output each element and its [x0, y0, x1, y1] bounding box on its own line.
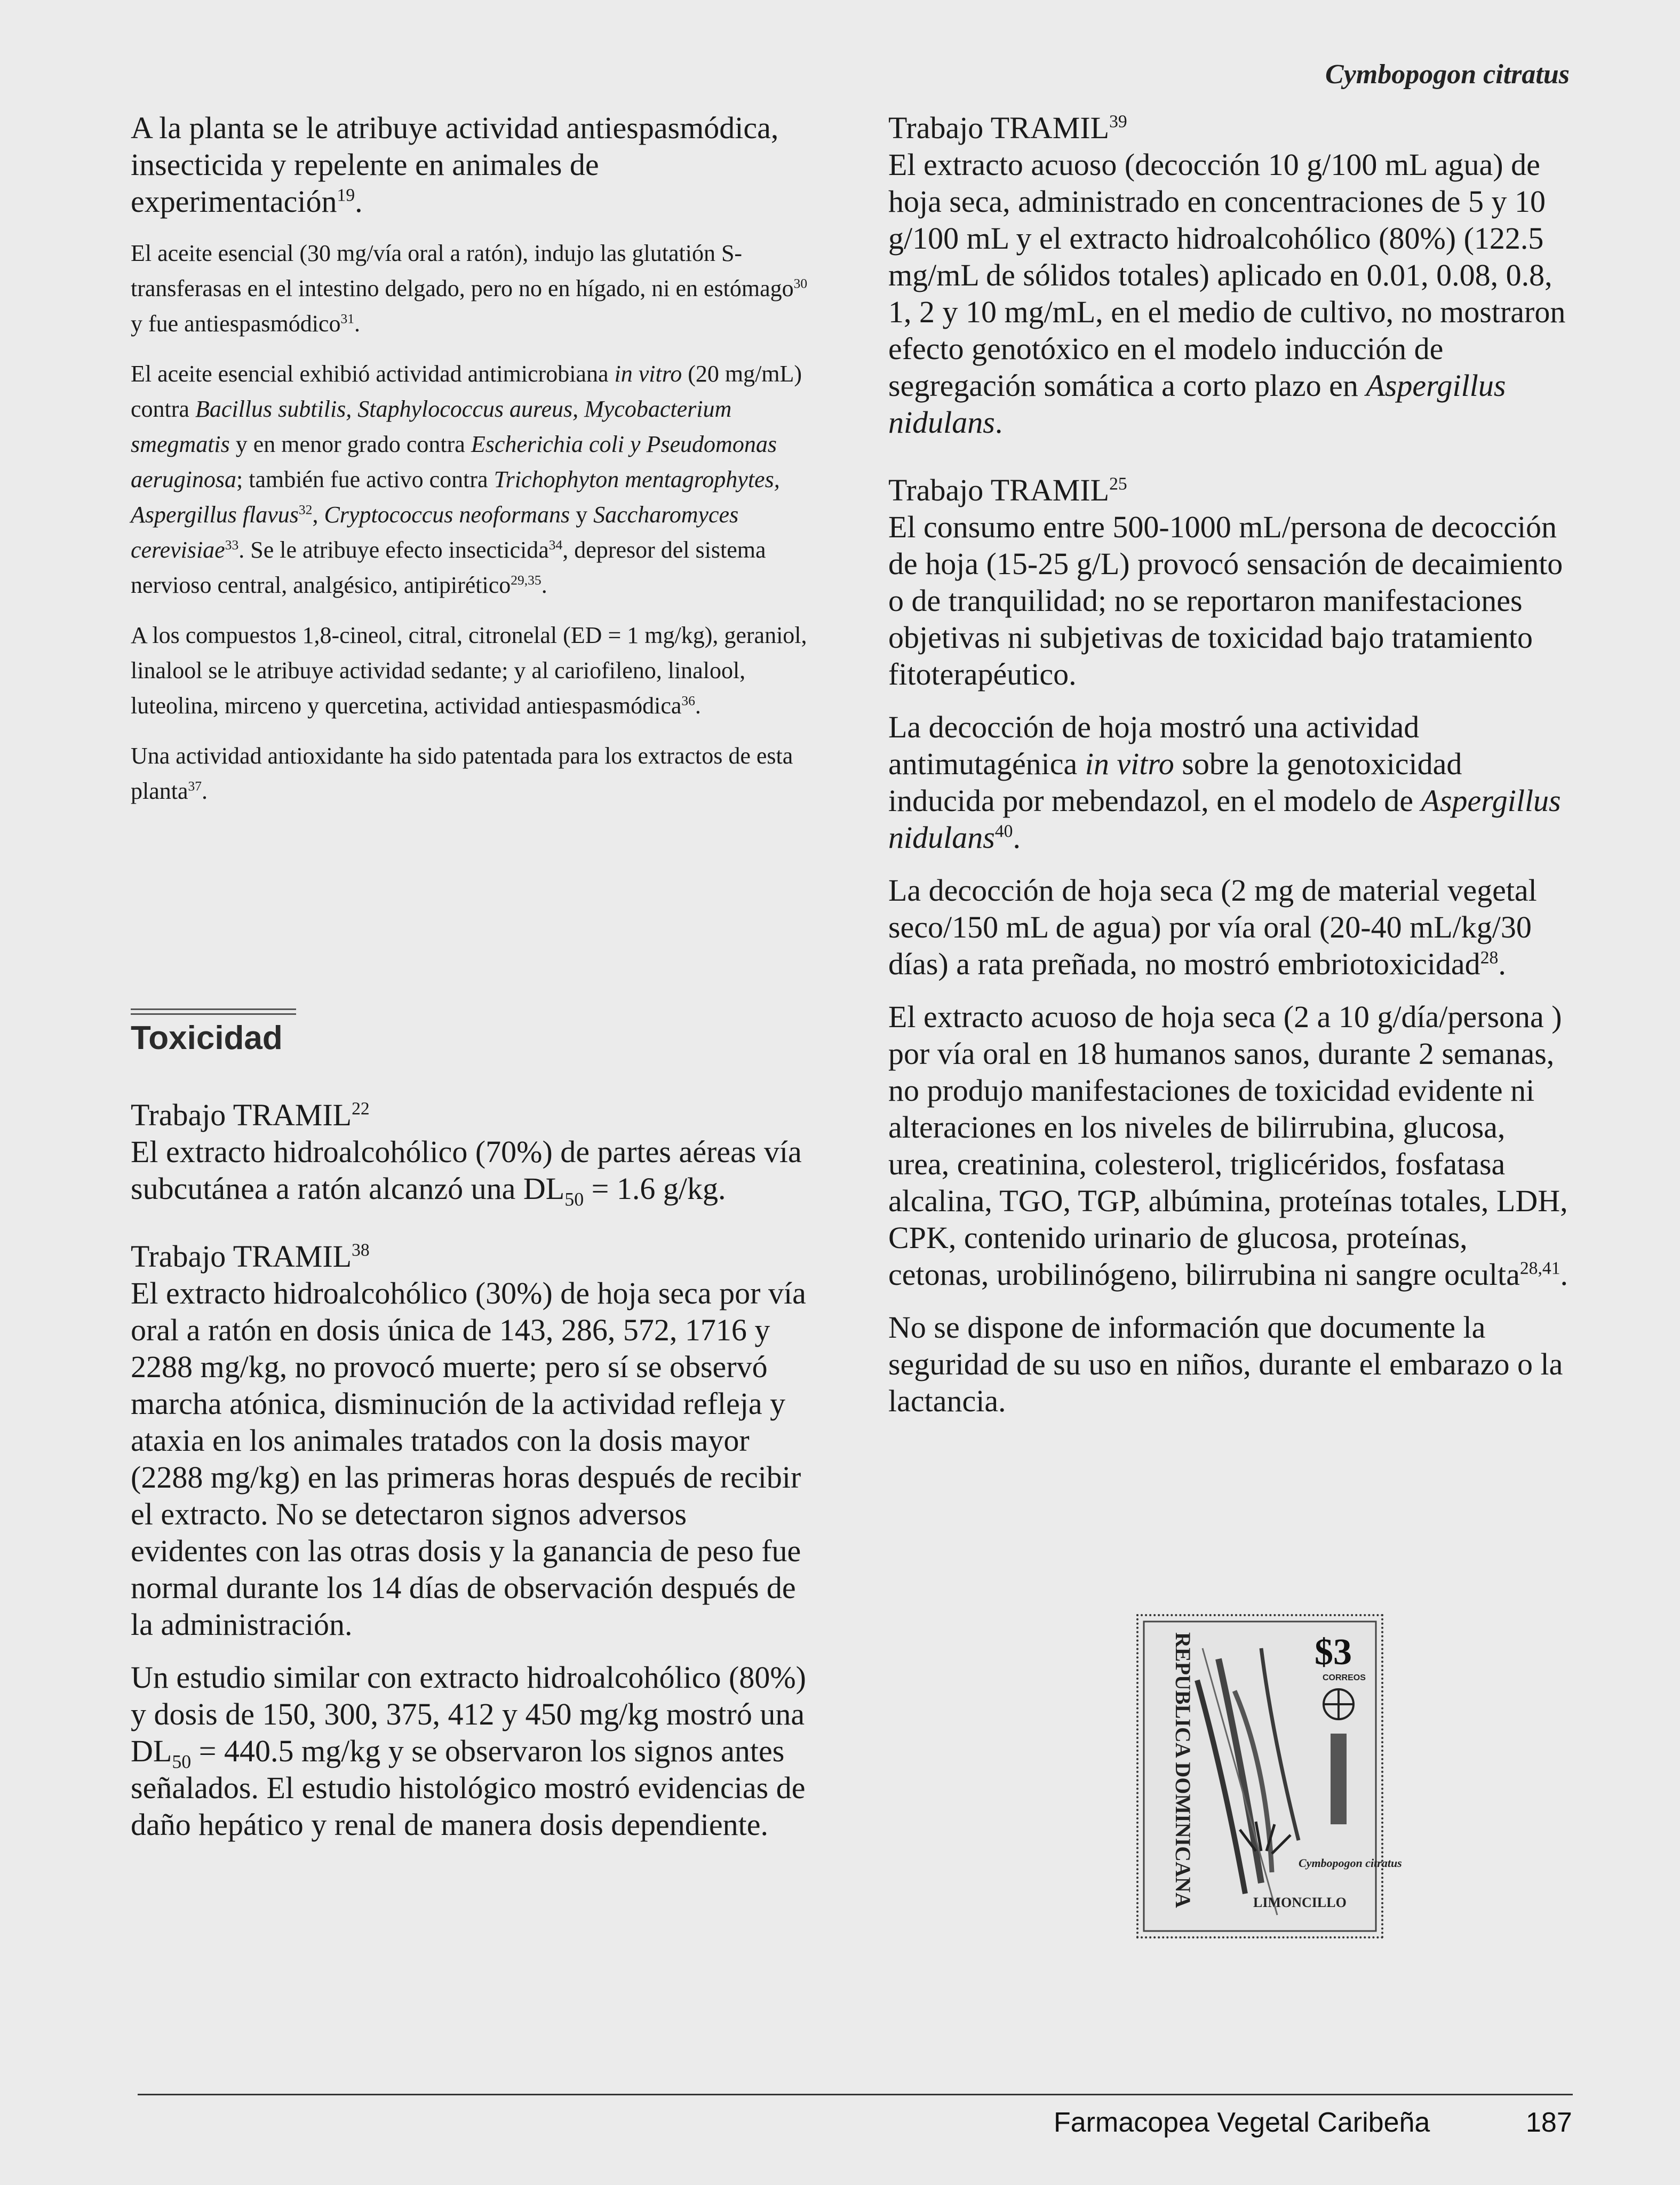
study-heading: Trabajo TRAMIL$^{22}$ [131, 1098, 370, 1132]
section-title: Toxicidad [131, 1020, 283, 1056]
running-title: Cymbopogon citratus [1325, 59, 1570, 90]
paragraph: El extracto hidroalcohólico (70%) de partes aéreas vía subcutánea a ratón alcanzó una $DL_{50} = 1.6$ g/kg. [131, 1134, 802, 1210]
study-heading: Trabajo TRAMIL$^{25}$ [888, 473, 1127, 507]
left-column [131, 109, 808, 809]
paragraph: Una actividad antioxidante ha sido patentada para los extractos de esta planta$^{37}$. [131, 743, 793, 804]
section-heading [131, 1008, 301, 1057]
footer-title: Farmacopea Vegetal Caribeña [1054, 2107, 1430, 2138]
paragraph: La decocción de hoja seca (2 mg de material vegetal seco/150 mL de agua) por vía oral (20-40 mL/kg/30 días) a rata preñada, no mostró embriotoxicidad$^{28}$. [888, 873, 1537, 981]
paragraph: No se dispone de información que documente la seguridad de su uso en niños, durante el embarazo o la lactancia. [888, 1310, 1563, 1418]
stamp-country: REPUBLICA DOMINICANA [1171, 1632, 1195, 1908]
paragraph: A los compuestos 1,8-cineol, citral, citronelal (ED = 1 mg/kg), geraniol, linalool se le atribuye actividad sedante; y al cariofileno, linalool, luteolina, mirceno y quercetina, actividad antiespasmódica$^{36}$. [131, 622, 807, 719]
paragraph: El extracto acuoso (decocción 10 g/100 mL agua) de hoja seca, administrado en concentraciones de 5 y 10 g/100 mL y el extracto hidroalcohólico (80%) (122.5 mg/mL de sólidos totales) aplicado en 0.01, 0.08, 0.8, 1, 2 y 10 mg/mL, en el medio de cultivo, no mostraron efecto genotóxico en el modelo inducción de segregación somática a corto plazo en Aspergillus nidulans. [888, 147, 1566, 440]
study-heading: Trabajo TRAMIL$^{38}$ [131, 1239, 370, 1274]
section-rule [131, 1008, 296, 1015]
stamp-species: Cymbopogon citratus [1299, 1856, 1402, 1870]
study-heading: Trabajo TRAMIL$^{39}$ [888, 110, 1127, 145]
paragraph: El extracto hidroalcohólico (30%) de hoja seca por vía oral a ratón en dosis única de 143, 286, 572, 1716 y 2288 mg/kg, no provocó muerte; pero sí se observó marcha atónica, disminución de la actividad refleja y ataxia en los animales tratados con la dosis mayor (2288 mg/kg) en las primeras horas después de recibir el extracto. No se detectaron signos adversos evidentes con las otras dosis y la ganancia de peso fue normal durante los 14 días de observación después de la administración. [131, 1276, 806, 1642]
stamp-service: CORREOS [1323, 1673, 1366, 1682]
postage-stamp [1136, 1614, 1402, 1938]
paragraph: El aceite esencial exhibió actividad antimicrobiana in vitro (20 mg/mL) contra Bacillus subtilis, Staphylococcus aureus, Mycobacterium smegmatis y en menor grado contra Escherichia coli y Pseudomonas aeruginosa; también fue activo contra Trichophyton mentagrophytes, Aspergillus flavus$^{32}$, Cryptococcus neoformans y Saccharomyces cerevisiae$^{33}$. Se le atribuye efecto insecticida$^{34}$, depresor del sistema nervioso central, analgésico, antipirético$^{29,35}$. [131, 361, 802, 598]
stamp-common-name: LIMONCILLO [1253, 1895, 1347, 1910]
page-number: 187 [1526, 2107, 1572, 2138]
stamp-illustration-icon [1138, 1616, 1402, 1936]
paragraph: La decocción de hoja mostró una actividad antimutagénica in vitro sobre la genotoxicidad inducida por mebendazol, en el modelo de Aspergillus nidulans$^{40}$. [888, 710, 1561, 855]
stamp-value: $3 [1315, 1632, 1352, 1673]
paragraph: El extracto acuoso de hoja seca (2 a 10 g/día/persona ) por vía oral en 18 humanos sanos, durante 2 semanas, no produjo manifestaciones de toxicidad evidente ni alteraciones en los niveles de bilirrubina, glucosa, urea, creatinina, colesterol, triglicéridos, fosfatasa alcalina, TGO, TGP, albúmina, proteínas totales, LDH, CPK, contenido urinario de glucosa, proteínas, cetonas, urobilinógeno, bilirrubina ni sangre oculta$^{28,41}$. [888, 999, 1568, 1292]
right-column [888, 109, 1568, 1419]
paragraph: Un estudio similar con extracto hidroalcohólico (80%) y dosis de 150, 300, 375, 412 y 450 mg/kg mostró una $DL_{50} = 440.5$ mg/kg y se observaron los signos antes señalados. El estudio histológico mostró evidencias de daño hepático y renal de manera dosis dependiente. [131, 1660, 806, 1842]
paragraph: El aceite esencial (30 mg/vía oral a ratón), indujo las glutatión S-transferasas en el intestino delgado, pero no en hígado, ni en estómago$^{30}$ y fue antiespasmódico$^{31}$. [131, 240, 808, 337]
paragraph: El consumo entre 500-1000 mL/persona de decocción de hoja (15-25 g/L) provocó sensación de decaimiento o de tranquilidad; no se reportaron manifestaciones objetivas ni subjetivas de toxicidad bajo tratamiento fitoterapéutico. [888, 510, 1563, 692]
toxicity-column [131, 1097, 808, 1843]
paragraph: A la planta se le atribuye actividad antiespasmódica, insecticida y repelente en animales de experimentación$^{19}$. [131, 110, 779, 219]
footer-rule [138, 2094, 1573, 2095]
